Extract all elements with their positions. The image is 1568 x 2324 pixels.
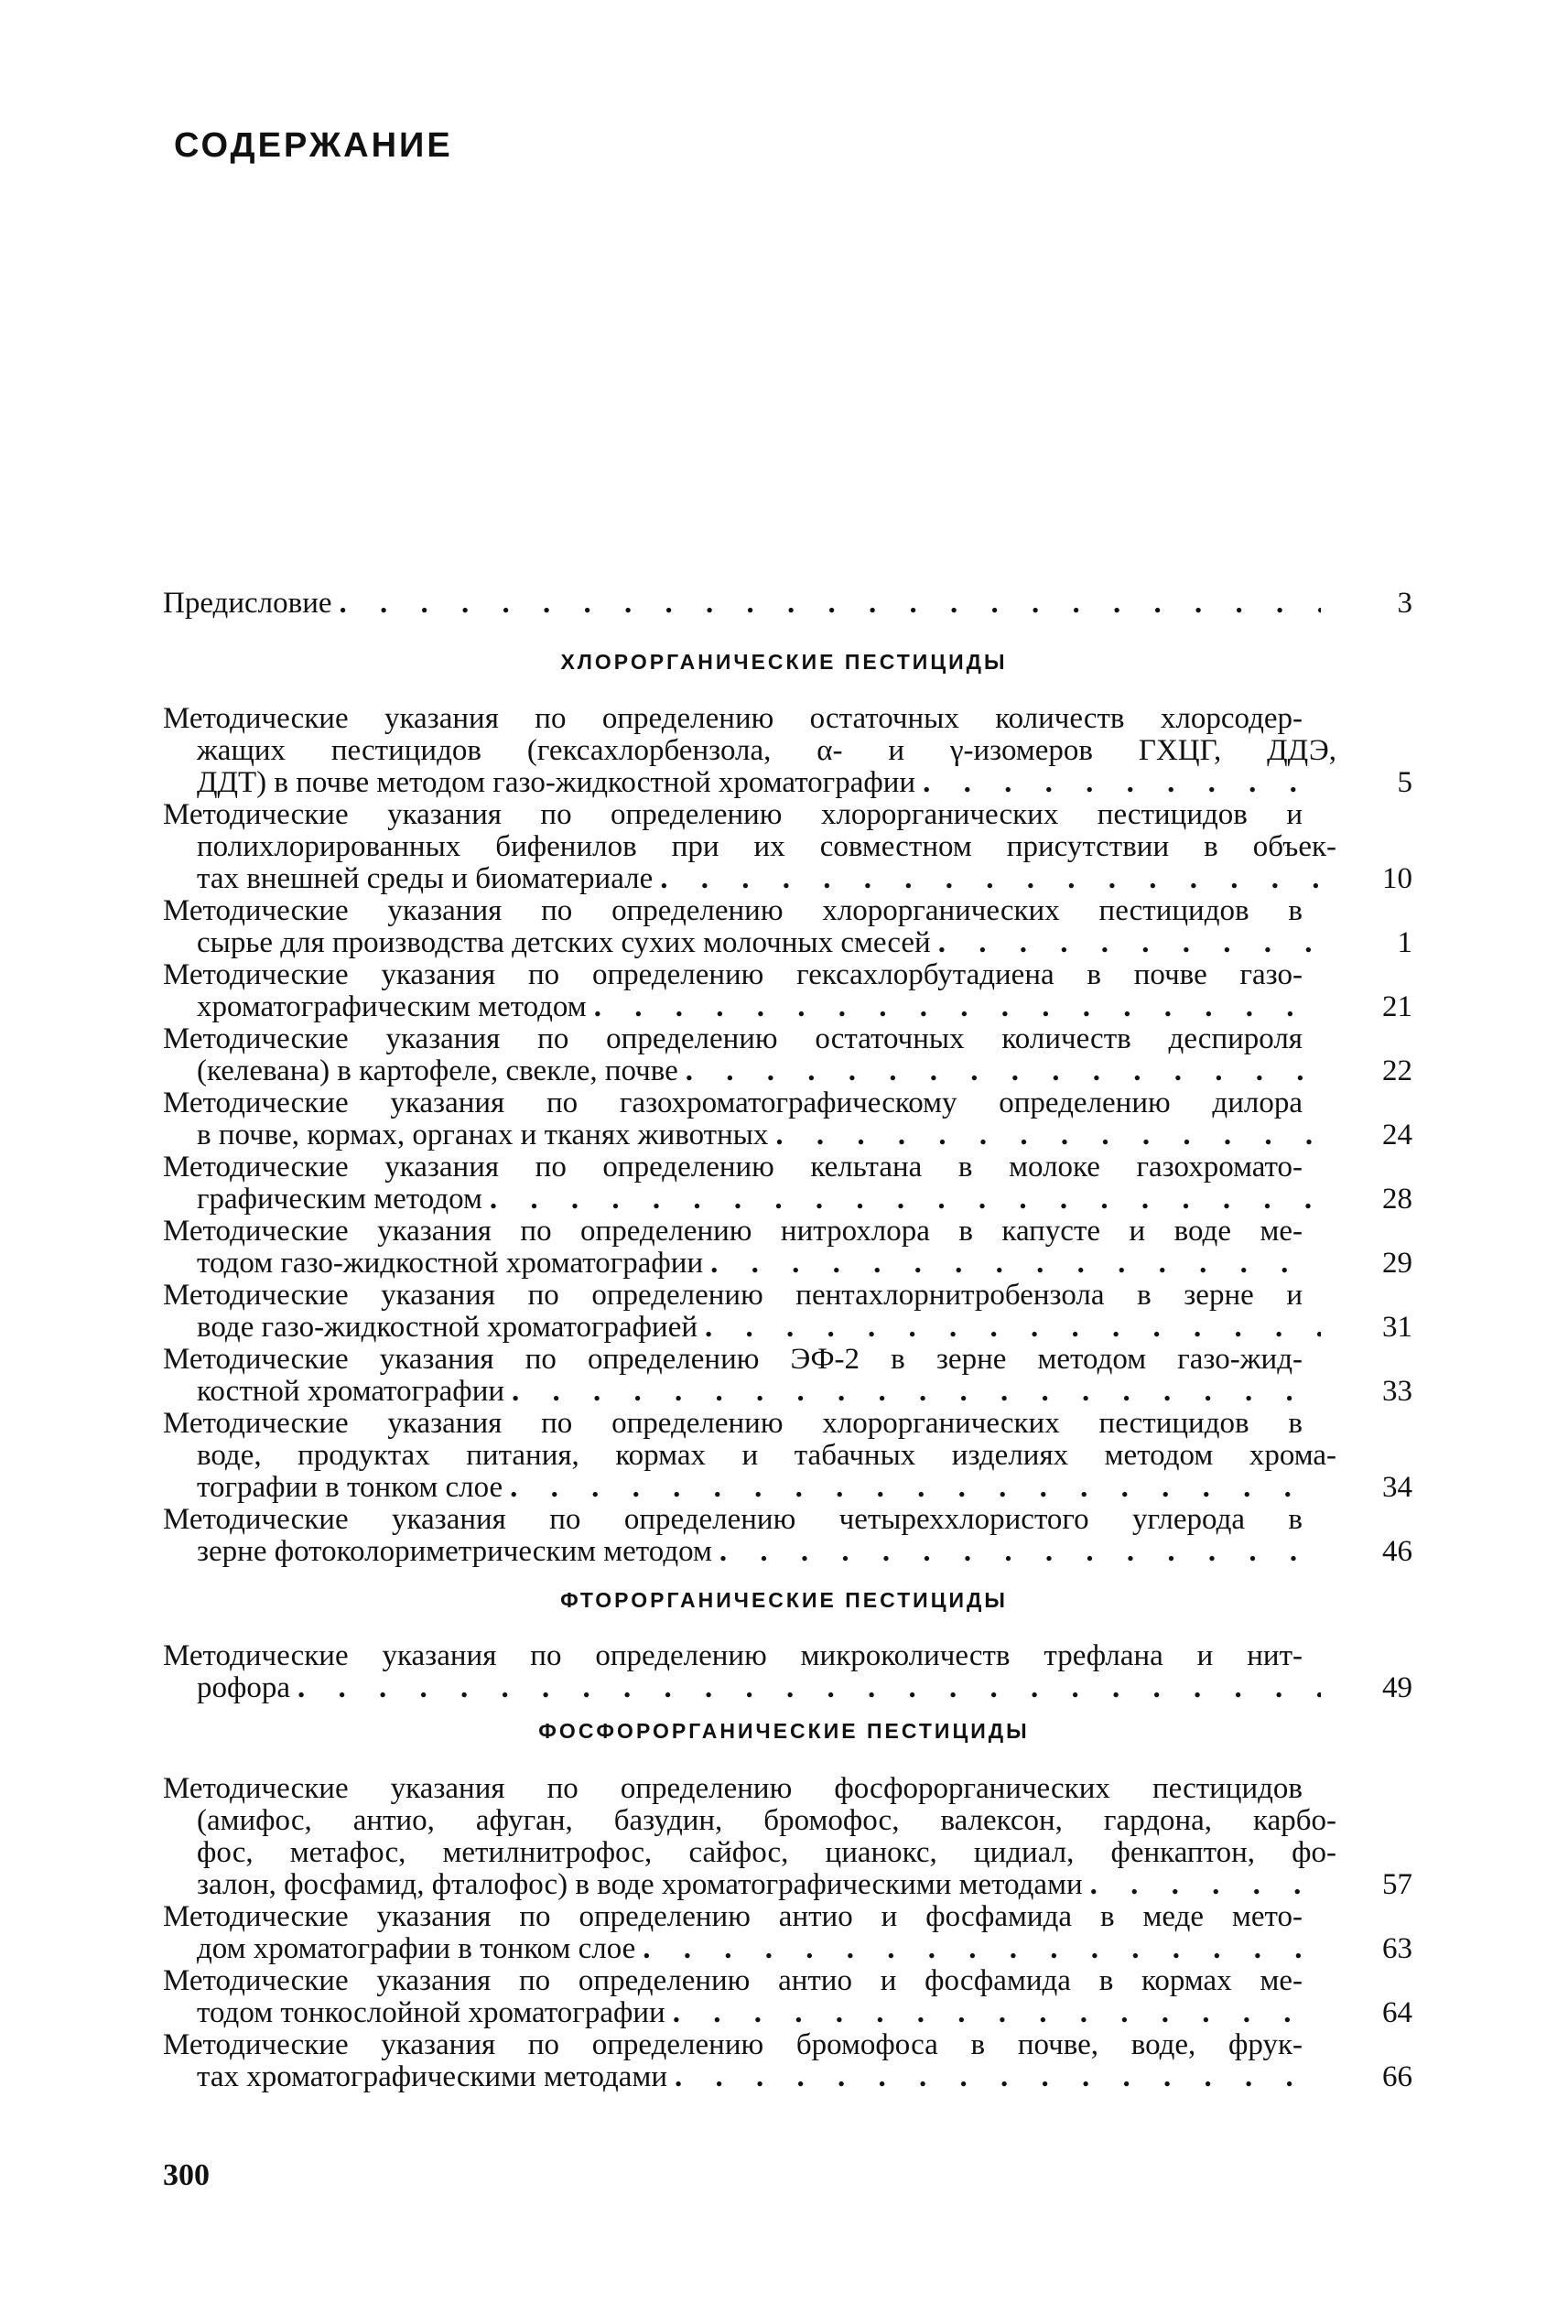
toc-entry-last-line [163, 1672, 1412, 1704]
toc-entry-line: Методические указания по определению гексахлорбутадиена в почве газо- [163, 958, 1303, 991]
toc-entry-text: рофора [197, 1671, 291, 1704]
toc-entry [163, 1344, 1412, 1408]
toc-entry-text: дом хроматографии в тонком слое [197, 1932, 636, 1965]
toc-entry-line: (амифос, антио, афуган, базудин, бромофос, валексон, гардона, карбо- [197, 1804, 1336, 1837]
toc-entry-last-line [163, 1184, 1412, 1216]
toc-entry [163, 703, 1412, 799]
toc-entry-last-line [163, 1312, 1412, 1344]
toc-page-number: 29 [1382, 1247, 1412, 1280]
toc-page-number: 64 [1382, 1996, 1412, 2029]
leader-dots [697, 1312, 1321, 1344]
page-number: 300 [163, 2158, 210, 2192]
toc-entry-text: ДДТ) в почве методом газо-жидкостной хроматографии [197, 766, 916, 799]
leader-dots [667, 2061, 1321, 2093]
leader-dots [653, 863, 1321, 895]
toc-entry-text: сырье для производства детских сухих молочных смесей [197, 926, 931, 959]
toc-page-number: 21 [1382, 990, 1412, 1023]
toc-entry [163, 895, 1412, 959]
toc-entry-line: воде, продуктах питания, кормах и табачных изделиях методом хрома- [197, 1439, 1336, 1472]
toc-entry-last-line [163, 1119, 1412, 1151]
leader-dots [635, 1933, 1321, 1965]
toc-entry-last-line [163, 1536, 1412, 1568]
toc-entry-text: тографии в тонком слое [197, 1471, 503, 1504]
toc-entry [163, 1216, 1412, 1280]
toc-entry-line: Методические указания по определению остаточных количеств деспироля [163, 1022, 1303, 1055]
toc-entry-last-line [163, 588, 1412, 620]
toc-entry-text: в почве, кормах, органах и тканях животных [197, 1119, 769, 1151]
toc-entry-line: Методические указания по определению нитрохлора в капусте и воде ме- [163, 1215, 1303, 1248]
leader-dots [703, 1248, 1321, 1280]
leader-dots [915, 767, 1321, 799]
toc-entry-last-line [163, 863, 1412, 895]
page-title: СОДЕРЖАНИЕ [174, 126, 453, 165]
toc-entry-text: (келевана) в картофеле, свекле, почве [197, 1054, 678, 1087]
toc-entry [163, 1408, 1412, 1504]
toc-page-number: 57 [1382, 1868, 1412, 1901]
leader-dots [504, 1376, 1321, 1408]
toc-page-number: 5 [1397, 766, 1412, 799]
leader-dots [482, 1184, 1321, 1216]
toc-entry-line: полихлорированных бифенилов при их совместном присутствии в объек- [197, 830, 1336, 863]
leader-dots [931, 927, 1321, 959]
toc-entry [163, 1504, 1412, 1568]
leader-dots [665, 1997, 1321, 2029]
toc-entry-text: костной хроматографии [197, 1375, 505, 1408]
toc-entry-last-line [163, 1472, 1412, 1504]
toc-page-number: 3 [1397, 587, 1412, 620]
toc-page-number: 63 [1382, 1932, 1412, 1965]
toc-entry-line: Методические указания по газохроматографическому определению дилора [163, 1086, 1303, 1119]
toc-entry-text: залон, фосфамид, фталофос) в воде хроматографическими методами [197, 1868, 1083, 1901]
toc-entry-line: фос, метафос, метилнитрофос, сайфос, цианокс, цидиал, фенкаптон, фо- [197, 1836, 1336, 1869]
leader-dots [768, 1119, 1321, 1151]
toc-entry-text: зерне фотоколориметрическим методом [197, 1535, 712, 1568]
toc-entry-text: хроматографическим методом [197, 990, 587, 1023]
toc-entry-line: Методические указания по определению бромофоса в почве, воде, фрук- [163, 2028, 1303, 2061]
toc-entry-last-line [163, 1248, 1412, 1280]
toc-entry-last-line [163, 1933, 1412, 1965]
toc-page-number: 49 [1382, 1671, 1412, 1704]
leader-dots [503, 1472, 1321, 1504]
toc-entry-last-line [163, 927, 1412, 959]
toc-page-number: 46 [1382, 1535, 1412, 1568]
toc-page-number: 33 [1382, 1375, 1412, 1408]
toc-entry [163, 1280, 1412, 1344]
toc-entry-line: Методические указания по определению антио и фосфамида в кормах ме- [163, 1964, 1303, 1997]
toc-entry [163, 1965, 1412, 2029]
toc-entry-last-line [163, 991, 1412, 1023]
toc-entry-last-line [163, 1055, 1412, 1087]
toc-entry-line: Методические указания по определению хлорорганических пестицидов в [163, 1407, 1303, 1440]
toc-entry-last-line [163, 1376, 1412, 1408]
section-heading: ФОСФОРОРГАНИЧЕСКИЕ ПЕСТИЦИДЫ [538, 1719, 1030, 1743]
toc-entry [163, 2029, 1412, 2093]
toc-entry [163, 799, 1412, 895]
leader-dots [332, 588, 1322, 620]
leader-dots [678, 1055, 1321, 1087]
toc-page-number: 28 [1382, 1183, 1412, 1216]
toc-entry-text: графическим методом [197, 1183, 482, 1216]
toc-page-number: 31 [1382, 1311, 1412, 1344]
toc-entry-text: воде газо-жидкостной хроматографией [197, 1311, 698, 1344]
toc-entry-line: Методические указания по определению кельтана в молоке газохромато- [163, 1151, 1303, 1184]
section-heading: ХЛОРОРГАНИЧЕСКИЕ ПЕСТИЦИДЫ [560, 650, 1008, 674]
toc-entry-text: тах внешней среды и биоматериале [197, 862, 654, 895]
toc-entry-line: Методические указания по определению фосфорорганических пестицидов [163, 1772, 1303, 1805]
leader-dots [1083, 1869, 1321, 1901]
toc-entry [163, 959, 1412, 1023]
section-heading: ФТОРОРГАНИЧЕСКИЕ ПЕСТИЦИДЫ [560, 1588, 1008, 1612]
leader-dots [290, 1672, 1321, 1704]
toc-entry-text: тах хроматографическими методами [197, 2060, 667, 2093]
toc-entry-last-line [163, 1997, 1412, 2029]
toc-entry [163, 1151, 1412, 1216]
toc-entry-preface [163, 588, 1412, 620]
toc-page-number: 22 [1382, 1054, 1412, 1087]
toc-entry-line: Методические указания по определению хлорорганических пестицидов в [163, 894, 1303, 927]
toc-entry-line: Методические указания по определению ЭФ-2 в зерне методом газо-жид- [163, 1343, 1303, 1376]
toc-entry-last-line [163, 767, 1412, 799]
toc-page-number: 24 [1382, 1119, 1412, 1151]
toc-entry-line: Методические указания по определению микроколичеств трефлана и нит- [163, 1639, 1303, 1672]
toc-page-number: 1 [1397, 926, 1412, 959]
toc-entry [163, 1640, 1412, 1704]
toc-entry-line: Методические указания по определению остаточных количеств хлорсодер- [163, 702, 1303, 735]
toc-entry-last-line [163, 1869, 1412, 1901]
toc-entry [163, 1087, 1412, 1151]
toc-entry [163, 1773, 1412, 1901]
toc-page-number: 10 [1382, 862, 1412, 895]
toc-entry-last-line [163, 2061, 1412, 2093]
toc-page-number: 34 [1382, 1471, 1412, 1504]
toc-entry-line: Методические указания по определению пентахлорнитробензола в зерне и [163, 1279, 1303, 1312]
leader-dots [587, 991, 1321, 1023]
toc-entry-text: Предисловие [163, 587, 332, 620]
toc-entry [163, 1901, 1412, 1965]
toc-entry-line: Методические указания по определению антио и фосфамида в меде мето- [163, 1900, 1303, 1933]
toc-entry [163, 1023, 1412, 1087]
toc-entry-text: тодом газо-жидкостной хроматографии [197, 1247, 704, 1280]
toc-entry-line: Методические указания по определению четыреххлористого углерода в [163, 1503, 1303, 1536]
toc-entry-text: тодом тонкослойной хроматографии [197, 1996, 665, 2029]
leader-dots [712, 1536, 1321, 1568]
toc-entry-line: жащих пестицидов (гексахлорбензола, α- и γ-изомеров ГХЦГ, ДДЭ, [197, 734, 1336, 767]
toc-page-number: 66 [1382, 2060, 1412, 2093]
toc-entry-line: Методические указания по определению хлорорганических пестицидов и [163, 798, 1303, 831]
